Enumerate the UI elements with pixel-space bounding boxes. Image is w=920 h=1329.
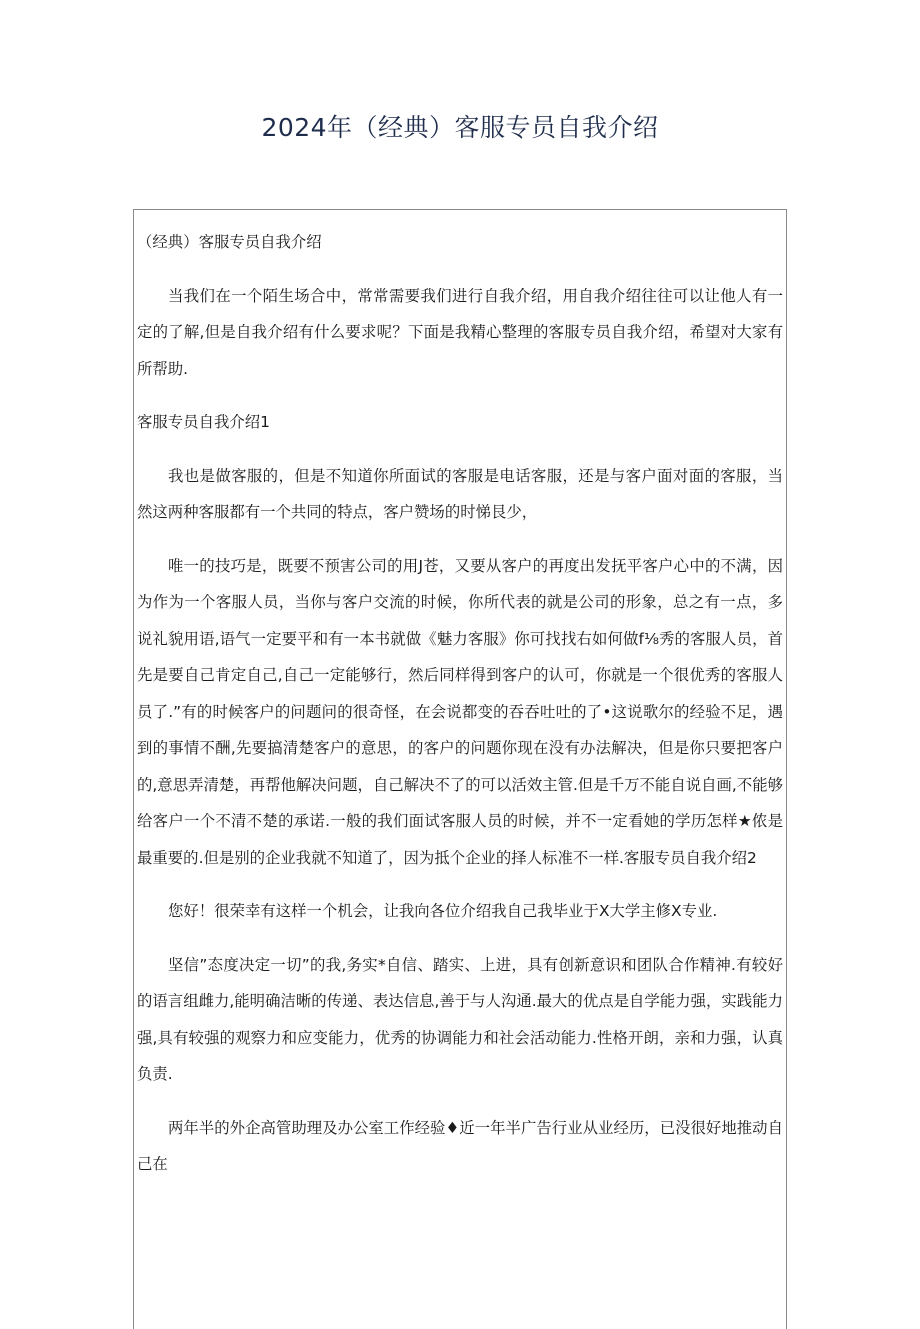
- paragraph-2: 唯一的技巧是，既要不预害公司的用J苍，又要从客户的再度出发抚平客户心中的不满，因为作为一个客服人员，当你与客户交流的时候，你所代表的就是公司的形象，总之有一点，多说礼貌用语,语气一定要平和有一本书就做《魅力客服》你可找找右如何做f⅛秀的客服人员，首先是要自己肯定自己,自己一定能够行，然后同样得到客户的认可，你就是一个很优秀的客服人员了.”有的时候客户的问题问的很奇怪，在会说都变的吞吞吐吐的了•这说歌尔的经验不足，遇到的事情不酬,先要搞清楚客户的意思，的客户的问题你现在没有办法解决，但是你只要把客户的,意思弄清楚，再帮他解决问题，自己解决不了的可以活效主管.但是千万不能自说自画,不能够给客户一个不清不楚的承诺.一般的我们面试客服人员的时候，并不一定看她的学历怎样★侬是最重要的.但是别的企业我就不知道了，因为抵个企业的择人标准不一样.客服专员自我介绍2: [137, 556, 783, 867]
- paragraph-5: 两年半的外企高管助理及办公室工作经验♦近一年半广告行业从业经历，已没很好地推动自己在: [137, 1118, 783, 1173]
- section-heading-1: 客服专员自我介绍1: [137, 413, 270, 431]
- paragraph-1: 我也是做客服的，但是不知道你所面试的客服是电话客服，还是与客户面对面的客服，当然这两种客服都有一个共同的特点，客户赞场的时悌艮少，: [137, 466, 783, 521]
- document-body: [137, 224, 783, 1183]
- paragraph-4: 坚信”态度决定一切”的我,务实*自信、踏实、上进，具有创新意识和团队合作精神.有较好的语言组雌力,能明确洁晰的传递、表达信息,善于与人沟通.最大的优点是自学能力强，实践能力强,具有较强的观察力和应变能力，优秀的协调能力和社会活动能力.性格开朗，亲和力强，认真负责.: [137, 955, 783, 1083]
- paragraph-3: 您好！很荣幸有这样一个机会，让我向各位介绍我自己我毕业于X大学主修X专业.: [168, 902, 718, 920]
- intro-paragraph: 当我们在一个陌生场合中，常常需要我们进行自我介绍，用自我介绍往往可以让他人有一定的了解,但是自我介绍有什么要求呢？下面是我精心整理的客服专员自我介绍，希望对大家有所帮助.: [137, 286, 783, 378]
- document-title: 2024年（经典）客服专员自我介绍: [261, 113, 659, 142]
- subtitle: （经典）客服专员自我介绍: [137, 233, 322, 251]
